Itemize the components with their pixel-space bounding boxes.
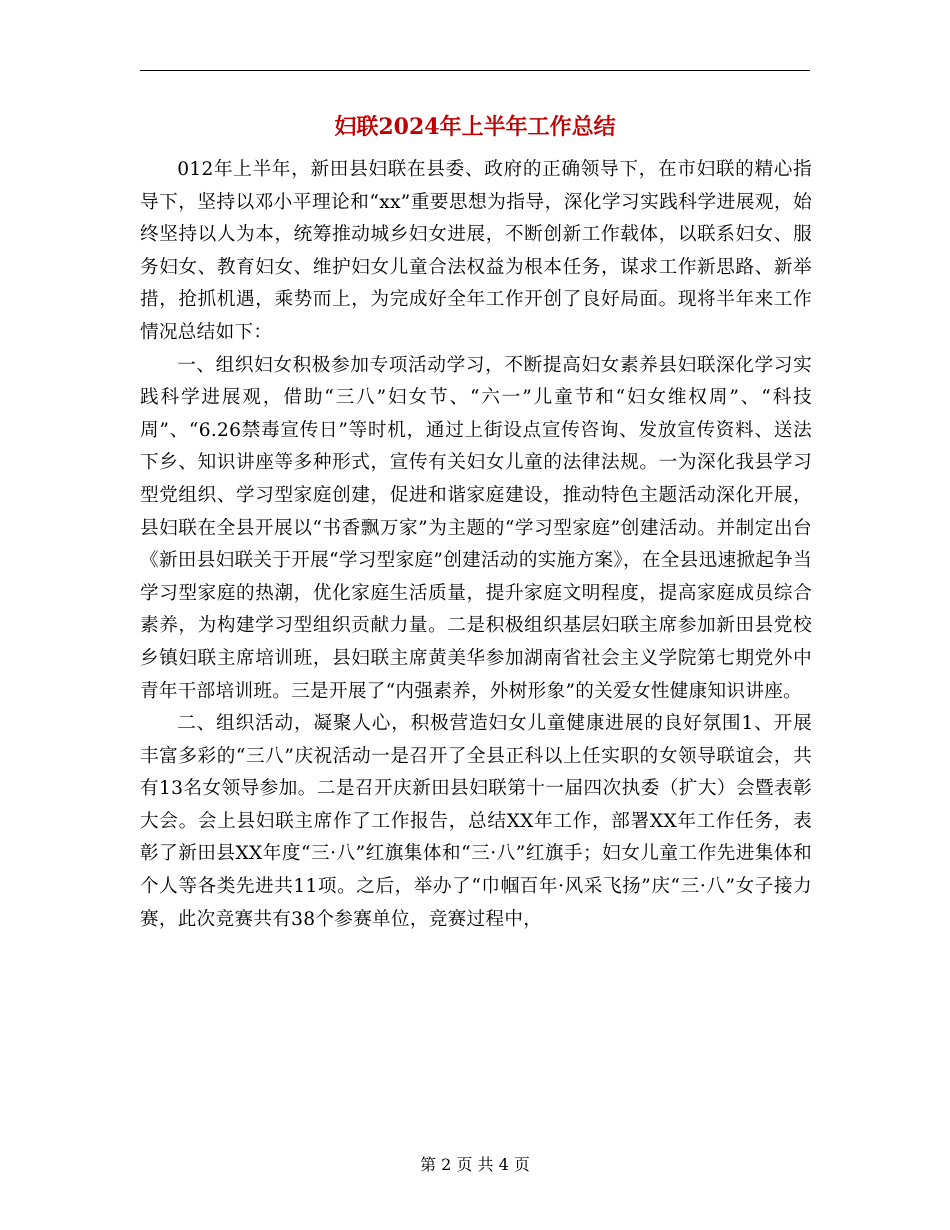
document-title: 妇联2024年上半年工作总结 bbox=[334, 114, 616, 140]
paragraph-section-one: 一、组织妇女积极参加专项活动学习，不断提高妇女素养县妇联深化学习实践科学进展观，借助“三八”妇女节、“六一”儿童节和“妇女维权周”、“科技周”、“6.26禁毒宣传日”等时机，通过上街设点宣传咨询、发放宣传资料、送法下乡、知识讲座等多种形式，宣传有关妇女儿童的法律法规。一为深化我县学习型党组织、学习型家庭创建，促进和谐家庭建设，推动特色主题活动深化开展，县妇联在全县开展以“书香飘万家”为主题的“学习型家庭”创建活动。并制定出台《新田县妇联关于开展“学习型家庭”创建活动的实施方案》，在全县迅速掀起争当学习型家庭的热潮，优化家庭生活质量，提升家庭文明程度，提高家庭成员综合素养，为构建学习型组织贡献力量。二是积极组织基层妇联主席参加新田县党校乡镇妇联主席培训班，县妇联主席黄美华参加湖南省社会主义学院第七期党外中青年干部培训班。三是开展了“内强素养，外树形象”的关爱女性健康知识讲座。 bbox=[140, 354, 812, 702]
paragraph-section-two: 二、组织活动，凝聚人心，积极营造妇女儿童健康进展的良好氛围1、开展丰富多彩的“三八”庆祝活动一是召开了全县正科以上任实职的女领导联谊会，共有13名女领导参加。二是召开庆新田县妇联第十一届四次执委（扩大）会暨表彰大会。会上县妇联主席作了工作报告，总结XX年工作，部署XX年工作任务，表彰了新田县XX年度“三·八”红旗集体和“三·八”红旗手；妇女儿童工作先进集体和个人等各类先进共11项。之后，举办了“巾帼百年·风采飞扬”庆“三·八”女子接力赛，此次竞赛共有38个参赛单位，竞赛过程中， bbox=[140, 713, 812, 930]
header-rule bbox=[140, 70, 810, 71]
page-number: 第 2 页 共 4 页 bbox=[420, 1155, 530, 1174]
document-body bbox=[140, 154, 812, 936]
paragraph-intro: 012年上半年，新田县妇联在县委、政府的正确领导下，在市妇联的精心指导下，坚持以邓小平理论和“xx”重要思想为指导，深化学习实践科学进展观，始终坚持以人为本，统筹推动城乡妇女进展，不断创新工作载体，以联系妇女、服务妇女、教育妇女、维护妇女儿童合法权益为根本任务，谋求工作新思路、新举措，抢抓机遇，乘势而上，为完成好全年工作开创了良好局面。现将半年来工作情况总结如下： bbox=[140, 159, 812, 343]
